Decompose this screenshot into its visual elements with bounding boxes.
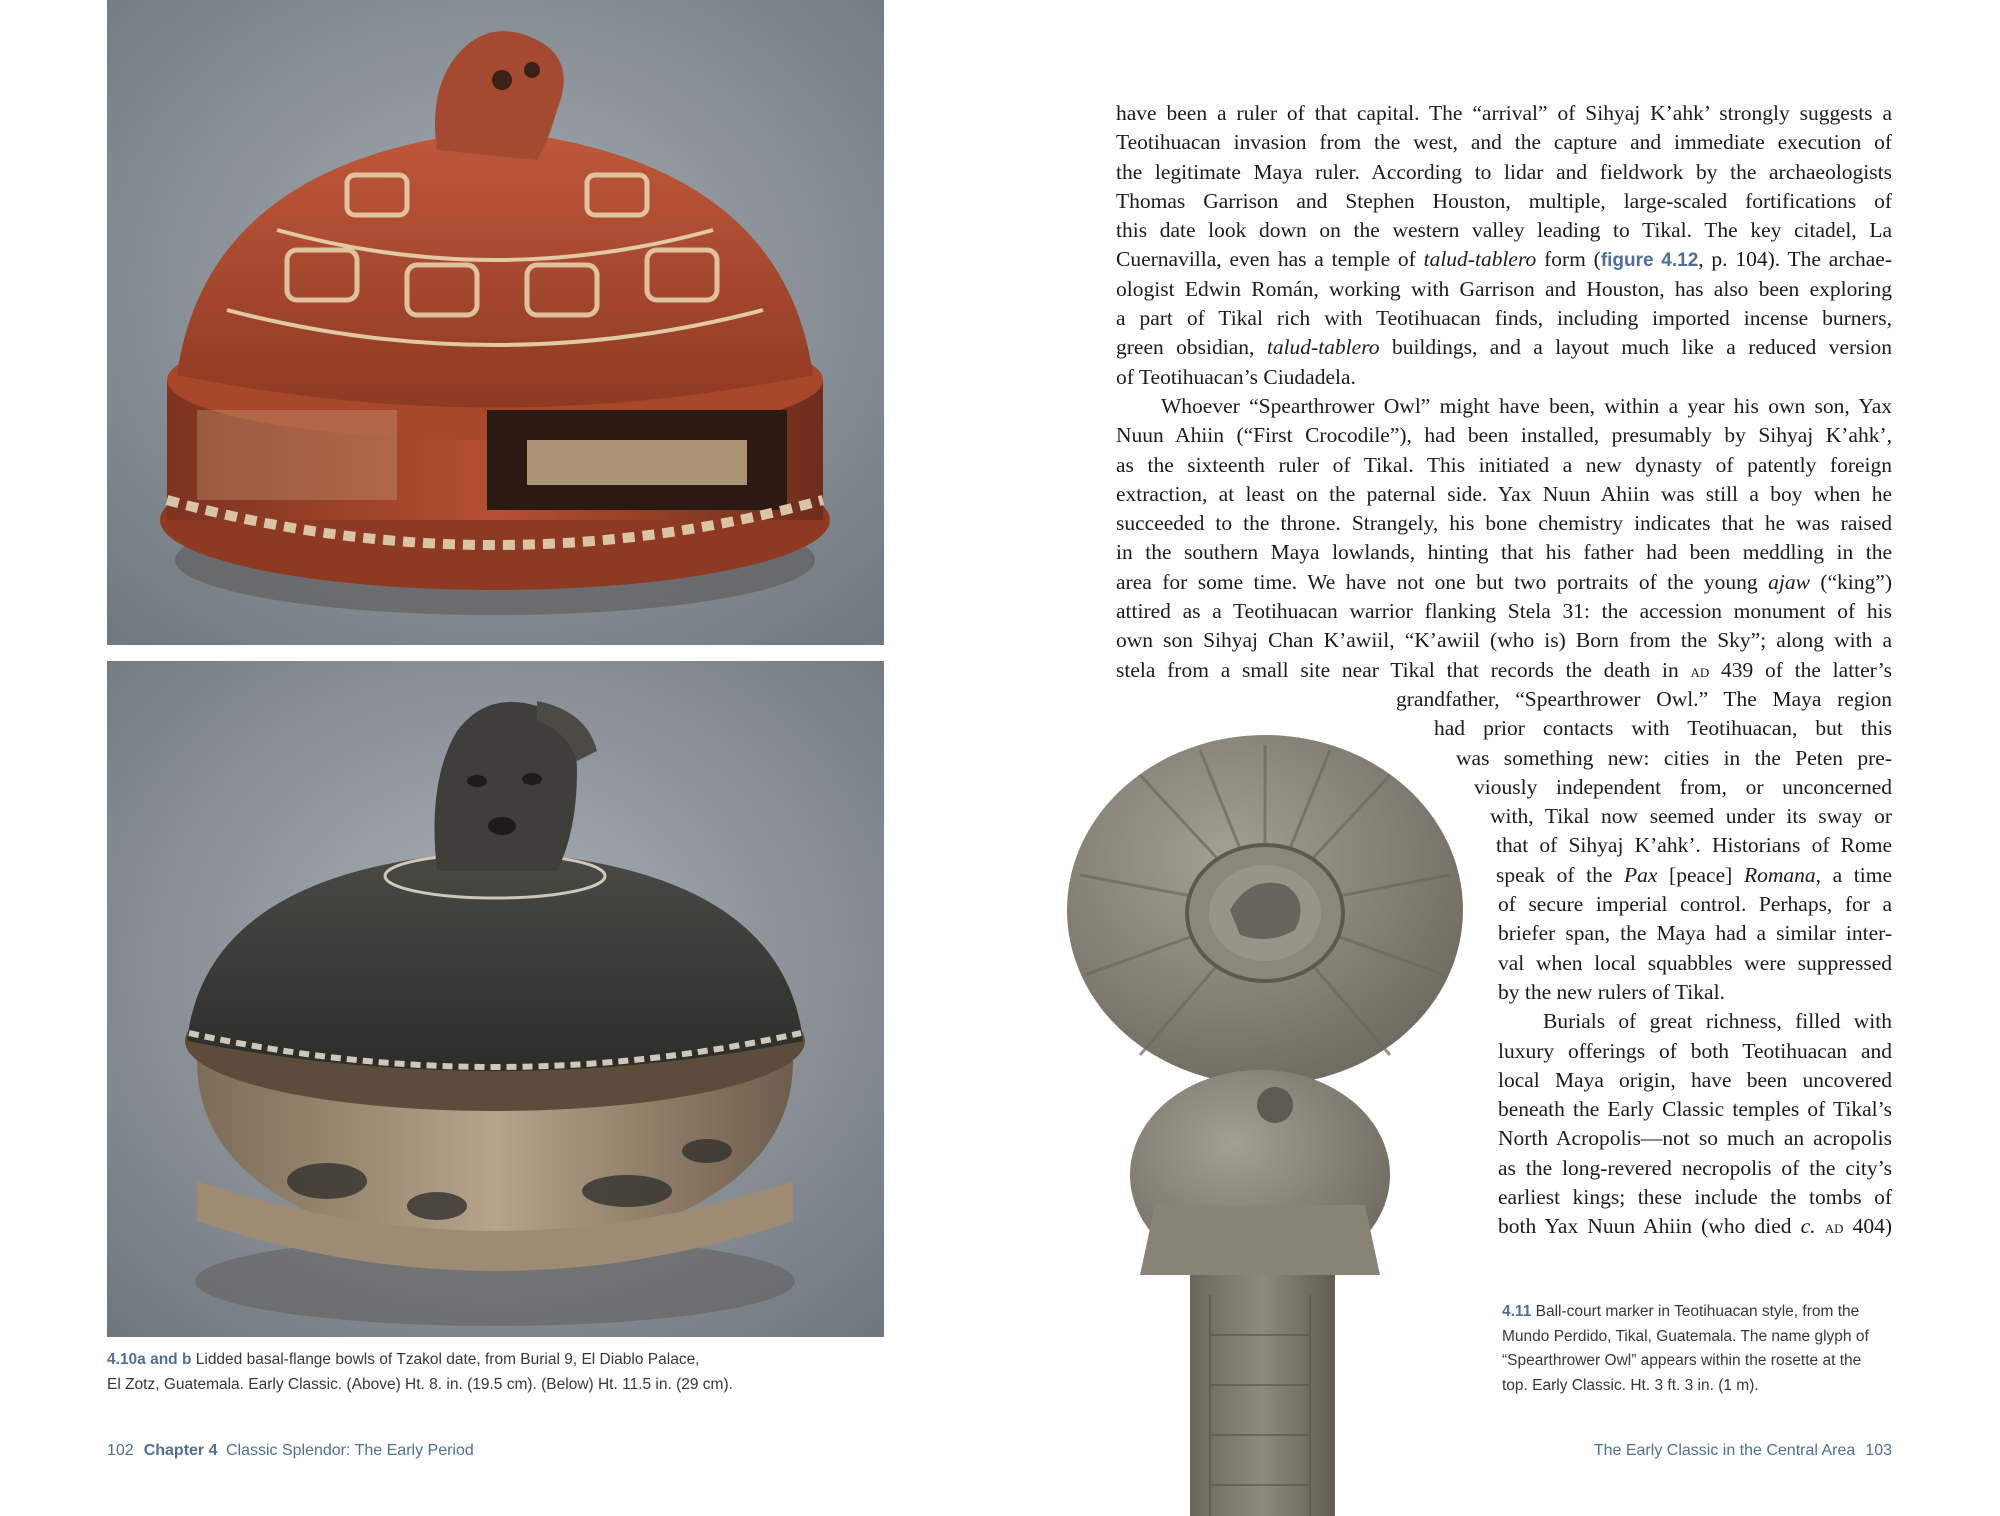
text-line: of Teotihuacan’s Ciudadela. [1116,364,1356,389]
lidded-bowl-red-photo [107,0,884,645]
page-number-left: 102 [107,1442,134,1459]
figure-4-10-caption [107,1348,867,1397]
text-line: as the sixteenth ruler of Tikal. This initiated a new dynasty of patently foreign [1116,452,1892,477]
figure-4-12-link[interactable]: figure 4.12 [1600,250,1699,272]
caption-text: Ball-court marker in Teotihuacan style, from the [1535,1303,1860,1320]
text-line: extraction, at least on the paternal side. Yax Nuun Ahiin was still a boy when he [1116,481,1892,506]
text-line: Thomas Garrison and Stephen Houston, multiple, large-scaled fortifications of [1116,188,1892,213]
text-run: buildings, and a layout much like a reduced version [1379,335,1892,360]
text-line: had prior contacts with Teotihuacan, but this [1434,716,1892,741]
figure-label: 4.11 [1502,1303,1532,1320]
text-line [1116,656,1892,685]
right-running-head [1594,1442,1892,1460]
small-caps-era: ad [1690,660,1710,682]
text-run: Cuernavilla, even has a temple of [1116,247,1424,272]
text-line [1116,861,1892,890]
text-line: earliest kings; these include the tombs of [1498,1184,1892,1209]
text-run: form ( [1536,247,1601,272]
chapter-label: Chapter 4 [143,1442,218,1459]
text-line: with, Tikal now seemed under its sway or [1490,804,1892,829]
text-line: val when local squabbles were suppressed [1498,950,1892,975]
text-line [1116,245,1892,274]
section-title: The Early Classic in the Central Area [1593,1442,1856,1459]
text-line: that of Sihyaj K’ahk’. Historians of Rome [1496,833,1892,858]
left-running-head [107,1442,474,1460]
text-line: of secure imperial control. Perhaps, for a [1498,892,1892,917]
text-line: briefer span, the Maya had a similar inter- [1498,921,1892,946]
text-line: Burials of great richness, filled with [1543,1009,1892,1034]
text-run: (“king”) [1809,569,1892,594]
text-run: area for some time. We have not one but two portraits of the young [1116,569,1769,594]
text-line: local Maya origin, have been uncovered [1498,1067,1892,1092]
caption-line: El Zotz, Guatemala. Early Classic. (Above) Ht. 8. in. (19.5 cm). (Below) Ht. 11.5 in. (29 cm). [107,1375,733,1393]
text-line [1116,333,1892,362]
text-line: succeeded to the throne. Strangely, his bone chemistry indicates that he was raised [1116,511,1892,536]
text-line: the legitimate Maya ruler. According to lidar and fieldwork by the archaeologists [1116,159,1892,184]
caption-line: Mundo Perdido, Tikal, Guatemala. The name glyph of [1502,1327,1869,1345]
text-line: Teotihuacan invasion from the west, and the capture and immediate execution of [1116,130,1892,155]
page-number-right: 103 [1865,1442,1892,1459]
text-line: own son Sihyaj Chan K’awiil, “K’awiil (who is) Born from the Sky”; along with a [1116,628,1892,653]
text-line: grandfather, “Spearthrower Owl.” The Maya region [1396,686,1892,711]
text-line: in the southern Maya lowlands, hinting that his father had been meddling in the [1116,540,1892,565]
figure-4-11-caption [1502,1300,1894,1398]
text-line: this date look down on the western valley leading to Tikal. The key citadel, La [1116,218,1892,243]
small-caps-era: ad [1824,1217,1844,1239]
text-line: Whoever “Spearthrower Owl” might have been, within a year his own son, Yax [1161,393,1892,418]
caption-line: top. Early Classic. Ht. 3 ft. 3 in. (1 m). [1502,1376,1759,1394]
italic-term: ajaw [1768,569,1810,594]
caption-text: Lidded basal-flange bowls of Tzakol date, from Burial 9, El Diablo Palace, [195,1351,700,1368]
caption-line [1502,1300,1894,1325]
text-run: , p. 104). The archae- [1698,247,1892,272]
caption-line: “Spearthrower Owl” appears within the rosette at the [1502,1352,1862,1369]
italic-term: Pax [1624,862,1658,887]
text-line: ologist Edwin Román, working with Garrison and Houston, has also been exploring [1116,276,1892,301]
text-run: green obsidian, [1116,335,1267,360]
text-line: viously independent from, or unconcerned [1474,774,1892,799]
text-run: 439 of the latter’s [1709,657,1892,682]
text-run: speak of the [1496,862,1624,887]
text-run: [peace] [1657,862,1744,887]
italic-term: c. [1800,1214,1816,1239]
text-line: luxury offerings of both Teotihuacan and [1498,1038,1892,1063]
text-run [1816,1214,1825,1238]
text-run: both Yax Nuun Ahiin (who died [1498,1214,1801,1239]
text-run: , a time [1815,862,1892,887]
text-line: was something new: cities in the Peten pre- [1456,745,1892,770]
text-line [1116,1212,1892,1241]
text-line: attired as a Teotihuacan warrior flanking Stela 31: the accession monument of his [1116,599,1892,624]
italic-term: talud-tablero [1423,247,1537,272]
text-run: 404) [1843,1214,1893,1239]
lidded-bowl-dark-photo [107,661,884,1337]
italic-term: Romana [1743,862,1816,887]
text-line: Nuun Ahiin (“First Crocodile”), had been installed, presumably by Sihyaj K’ahk’, [1116,423,1892,448]
body-text [1116,99,1892,1242]
caption-line [107,1348,867,1373]
figure-label: 4.10a and b [107,1351,192,1368]
text-line: by the new rulers of Tikal. [1498,979,1725,1004]
text-run: stela from a small site near Tikal that records the death in [1116,657,1691,682]
text-line: have been a ruler of that capital. The “arrival” of Sihyaj K’ahk’ strongly suggests a [1116,101,1892,125]
text-line: beneath the Early Classic temples of Tikal’s [1498,1097,1892,1122]
italic-term: talud-tablero [1266,335,1380,360]
text-line: a part of Tikal rich with Teotihuacan finds, including imported incense burners, [1116,306,1892,331]
text-line [1116,568,1892,597]
text-line: North Acropolis—not so much an acropolis [1498,1126,1892,1151]
chapter-title: Classic Splendor: The Early Period [225,1442,474,1459]
text-line: as the long-revered necropolis of the city’s [1498,1155,1892,1180]
